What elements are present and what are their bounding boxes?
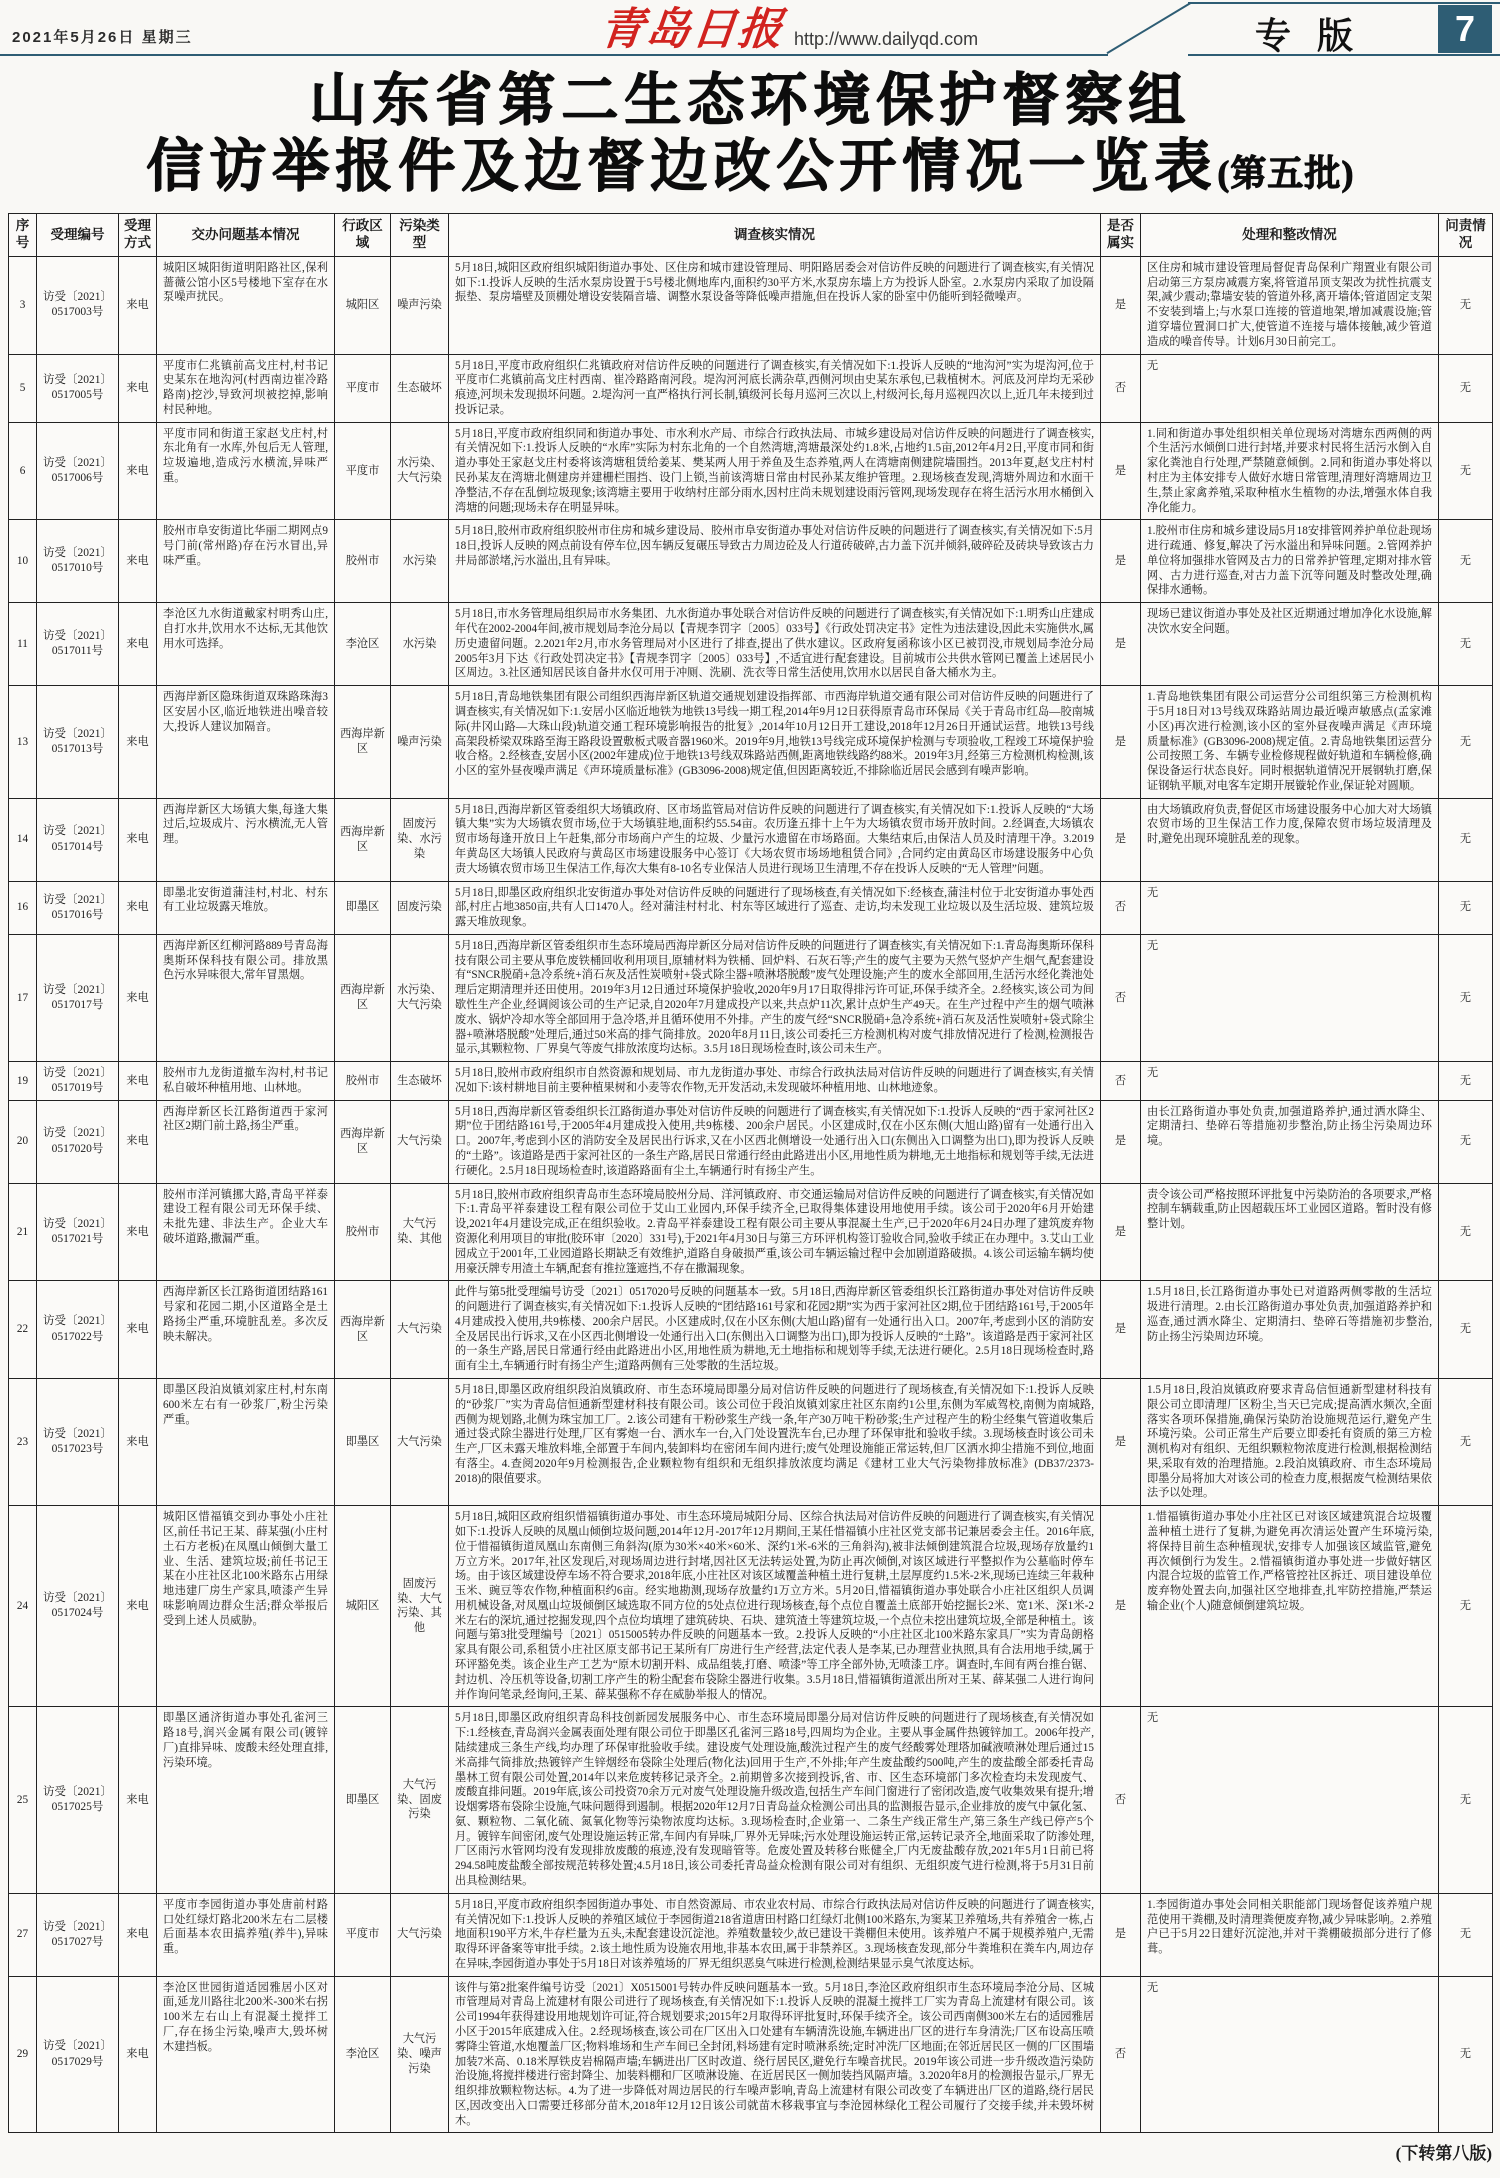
cell-case-number: 访受〔2021〕0517027号 [37,1893,119,1976]
cell-action: 现场已建议街道办事处及社区近期通过增加净化水设施,解决饮水安全问题。 [1141,603,1439,686]
cell-seq: 17 [9,934,37,1061]
cell-case-number: 访受〔2021〕0517024号 [37,1506,119,1707]
cell-problem: 即墨区通济街道办事处孔雀河三路18号,润兴金属有限公司(镀锌厂)直排异味、废酸未经处理直排,污染环境。 [157,1707,335,1893]
table-wrapper [0,213,1500,2133]
table-row [9,686,1493,798]
cell-seq: 20 [9,1100,37,1183]
cell-action: 由长江路街道办事处负责,加强道路养护,通过洒水降尘、定期清扫、垫碎石等措施初步整治,防止扬尘污染周边环境。 [1141,1100,1439,1183]
table-row [9,934,1493,1061]
table-row [9,1506,1493,1707]
column-header-9: 问责情况 [1439,214,1493,257]
cell-region: 即墨区 [335,881,391,934]
cell-method: 来电 [119,1100,157,1183]
cell-method: 来电 [119,881,157,934]
cell-action: 无 [1141,934,1439,1061]
table-row [9,1100,1493,1183]
cell-verified: 是 [1101,422,1141,520]
cell-problem: 即墨北安街道蒲洼村,村北、村东有工业垃圾露天堆放。 [157,881,335,934]
table-row [9,520,1493,603]
cell-region: 平度市 [335,422,391,520]
cell-problem: 李沧区世园街道适园雅居小区对面,延龙川路往北200米-300米右拐100米左右山上有混凝土搅拌工厂,存在扬尘污染,噪声大,毁坏树木建挡板。 [157,1976,335,2133]
cell-method: 来电 [119,422,157,520]
cell-investigation: 5月18日,西海岸新区管委组织市生态环境局西海岸新区分局对信访件反映的问题进行了调查核实,有关情况如下:1.青岛海奥斯环保科技有限公司主要从事危废铁桶回收利用项目,原辅材料为铁桶、回炉料、石灰石等;产生的废气主要为天然气竖炉产生烟气,配套建设有“SNCR脱硝+急冷系统+消石灰及活性炭喷射+袋式除尘器+喷淋塔脱酸”废气处理设施;产生的废水全部回用,生活污水经化粪池处理后定期清理并还田使用。2019年3月12日通过环境保护验收,2020年9月17日取得排污许可证,环保手续齐全。2.经核实,该公司为间歇性生产企业,经调阅该公司的生产记录,自2020年7月建成投产以来,共点炉11次,累计点炉生产49天。在生产过程中产生的烟气喷淋废水、锅炉冷却水等全部回用于急冷塔,并且循环使用不外排。产生的废气经“SNCR脱硝+急冷系统+消石灰及活性炭喷射+袋式除尘器+喷淋塔脱酸”处理后,通过50米高的排气筒排放。2020年8月11日,该公司委托三方检测机构对废气排放情况进行了检测,检测报告显示,其颗粒物、厂界臭气等废气排放浓度均达标。3.5月18日现场检查时,该公司未生产。 [449,934,1101,1061]
cell-pollution-type: 噪声污染 [391,686,449,798]
cell-verified: 否 [1101,934,1141,1061]
cell-case-number: 访受〔2021〕0517006号 [37,422,119,520]
cell-action: 责令该公司严格按照环评批复中污染防治的各项要求,严格控制车辆载重,防止因超载压坏工业园区道路。暂时没有修整计划。 [1141,1183,1439,1281]
cell-region: 胶州市 [335,520,391,603]
table-row [9,1062,1493,1101]
cell-accountability: 无 [1439,1506,1493,1707]
cell-seq: 23 [9,1378,37,1505]
cell-problem: 西海岸新区长江路街道西于家河社区2期门前土路,扬尘严重。 [157,1100,335,1183]
cell-action: 1.5月18日,段泊岚镇政府要求青岛信恒通新型建材科技有限公司立即清理厂区粉尘,当天已完成;提高洒水频次,全面落实各项环保措施,确保污染防治设施规范运行,避免产生环境污染。公司正常生产后要立即委托有资质的第三方检测机构对有组织、无组织颗粒物浓度进行检测,根据检测结果,采取有效的治理措施。2.段泊岚镇政府、市生态环境局即墨分局将加大对该公司的检查力度,根据废气检测结果依法予以处理。 [1141,1378,1439,1505]
cell-verified: 否 [1101,881,1141,934]
cell-investigation: 5月18日,城阳区政府组织惜福镇街道办事处、市生态环境局城阳分局、区综合执法局对信访件反映的问题进行了调查核实,有关情况如下:1.投诉人反映的凤凰山倾倒垃圾问题,2014年12月-2017年12月期间,王某任惜福镇小庄社区党支部书记兼居委会主任。2016年底,位于惜福镇街道凤凰山东南侧三角斜沟(原为30米×40米×60米、深约1米-6米的三角斜沟),被非法倾倒建筑混合垃圾,现场存放量约1万立方米。2017年,社区发现后,对现场周边进行封堵,因社区无法转运处置,为防止再次倾倒,对该区域进行平整拟作为公墓临时停车场。由于该区域建设停车场不符合要求,2018年底,小庄社区对该区域覆盖种植土进行复耕,土层厚度约1.5米-2米,现场已连续三年栽种玉米、豌豆等农作物,种植面积约6亩。经实地勘测,现场存放量约1万立方米。5月20日,惜福镇街道办事处联合小庄社区组织人员调用机械设备,对凤凰山垃圾倾倒区域选取不同方位的5处点位进行现场核查,每个点位自覆盖土底部开始挖掘长2米、宽1米、深1米-2米左右的深坑,通过挖掘发现,四个点位均填埋了建筑砖块、石块、建筑渣土等建筑垃圾,一个点位未挖出建筑垃圾,全部是种植土。该问题与第3批受理编号〔2021〕0515005转办件反映的问题基本一致。2.投诉人反映的“小庄社区北100米路东家具厂”实为青岛朗格家具有限公司,系租赁小庄社区原支部书记王某所有厂房进行生产经营,法定代表人是李某,已办理营业执照,具有合法用地手续,属于环评豁免类。该企业生产工艺为“原木切割开料、成品组装,打磨、喷漆”等工序全部外协,无喷漆工序。调查时,车间有两台推台锯、封边机、冷压机等设备,切割工序产生的粉尘配套布袋除尘器进行收集。3.5月18日,惜福镇街道派出所对王某、薛某强二人进行询问并作询问笔录,经询问,王某、薛某强称不存在威胁举报人的情况。 [449,1506,1101,1707]
masthead-rule-diagonal [1106,2,1191,54]
cell-seq: 16 [9,881,37,934]
cell-accountability: 无 [1439,1281,1493,1379]
cell-accountability: 无 [1439,881,1493,934]
masthead-rule-right-top [1188,2,1500,4]
cell-investigation: 5月18日,胶州市政府组织青岛市生态环境局胶州分局、洋河镇政府、市交通运输局对信访件反映的问题进行了调查核实,有关情况如下:1.青岛平祥泰建设工程有限公司位于艾山工业园内,环保手续齐全,已取得集体建设用地使用手续。该公司于2020年6月开始建设,2021年4月建设完成,正在组织验收。2.青岛平祥泰建设工程有限公司主要从事混凝土生产,已于2020年6月24日办理了建筑废弃物资源化利用项目的审批(胶环审〔2020〕331号),于2021年4月30日与第三方环评机构签订验收合同,验收手续正在办理中。3.艾山工业园成立于2001年,工业园道路长期缺乏有效维护,道路自身破损严重,该公司车辆运输过程中会加剧道路破损。4.该公司运输车辆均使用豪沃牌专用渣土车辆,配套有推拉篷遮挡,不存在撒漏现象。 [449,1183,1101,1281]
cell-accountability: 无 [1439,686,1493,798]
cell-investigation: 5月18日,西海岸新区管委组织长江路街道办事处对信访件反映的问题进行了调查核实,有关情况如下:1.投诉人反映的“西于家河社区2期”位于团结路161号,于2005年4月建成投入使用,共9栋楼、200余户居民。小区建成时,仅在小区东侧(大旭山路)留有一处通行出入口。2007年,考虑到小区的消防安全及居民出行诉求,又在小区西北侧增设一处通行出入口(东侧出入口调整为出口),即为投诉人反映的“土路”。该道路是西于家河社区的一条生产路,居民日常通行经由此路进出小区,用地性质为耕地,无土地指标和规划等手续,无法进行硬化。2.5月18日现场检查时,该道路路面有尘土,车辆通行时有扬尘产生。 [449,1100,1101,1183]
cell-investigation: 5月18日,即墨区政府组织北安街道办事处对信访件反映的问题进行了现场核查,有关情况如下:经核查,蒲洼村位于北安街道办事处西部,村庄占地3850亩,共有人口1470人。经对蒲洼村村北、村东等区域进行了巡查、走访,均未发现工业垃圾以及生活垃圾、建筑垃圾露天堆放现象。 [449,881,1101,934]
table-row [9,881,1493,934]
column-header-8: 处理和整改情况 [1141,214,1439,257]
masthead-rule-left [0,54,1108,56]
cell-investigation: 5月18日,平度市政府组织同和街道办事处、市水利水产局、市综合行政执法局、市城乡建设局对信访件反映的问题进行了调查核实,有关情况如下:1.投诉人反映的“水库”实际为村东北角的一个自然湾塘,湾塘最深处约1.8米,占地约1.5亩,2012年4月2日,平度市同和街道办事处王家赵戈庄村委将该湾塘租赁给姜某、樊某两人用于养鱼及生态养殖,两人在湾塘南侧建院墙围挡。2013年夏,赵戈庄村村民孙某友在湾塘北侧建房并建栅栏围挡、设门上锁,当前该湾塘日常由村民孙某友维护管理。2.现场核查发现,湾塘外周边和水面干净整洁,不存在乱倒垃圾现象;该湾塘主要用于收纳村庄部分雨水,因村庄尚未规划建设雨污管网,现场发现存在将生活污水用水桶倒入湾塘的问题;现场未存在明显异味。 [449,422,1101,520]
cell-region: 西海岸新区 [335,1281,391,1379]
cell-problem: 胶州市阜安街道比华丽二期网点9号门前(常州路)存在污水冒出,异味严重。 [157,520,335,603]
cell-pollution-type: 大气污染、噪声污染 [391,1976,449,2133]
cell-pollution-type: 噪声污染 [391,256,449,354]
cell-region: 胶州市 [335,1062,391,1101]
cell-investigation: 5月18日,平度市政府组织仁兆镇政府对信访件反映的问题进行了调查核实,有关情况如下:1.投诉人反映的“地沟河”实为堤沟河,位于平度市仁兆镇前高戈庄村西南、崔冷路路南河段。堤沟河河底长满杂草,西侧河坝由史某东承包,已栽植树木。河底及河岸均无采砂痕迹,河坝未发现损坏问题。2.堤沟河一直严格执行河长制,镇级河长每月巡河三次以上,村级河长,每月巡视四次以上,近几年未接到过投诉记录。 [449,354,1101,422]
cell-verified: 是 [1101,686,1141,798]
masthead [0,0,1500,58]
cell-action: 1.胶州市住房和城乡建设局5月18安排管网养护单位赴现场进行疏通、修复,解决了污水溢出和异味问题。2.管网养护单位将加强排水管网及古力的日常养护管理,定期对排水管网、古力进行巡查,对古力盖下沉等问题及时整改处理,确保排水通畅。 [1141,520,1439,603]
table-row [9,603,1493,686]
cell-method: 来电 [119,256,157,354]
cell-region: 即墨区 [335,1378,391,1505]
cell-method: 来电 [119,1976,157,2133]
column-header-5: 污染类型 [391,214,449,257]
cell-accountability: 无 [1439,1183,1493,1281]
table-row [9,422,1493,520]
disclosure-table [8,213,1493,2133]
cell-verified: 否 [1101,1976,1141,2133]
cell-action: 无 [1141,881,1439,934]
column-header-3: 交办问题基本情况 [157,214,335,257]
cell-seq: 5 [9,354,37,422]
cell-method: 来电 [119,1281,157,1379]
cell-verified: 否 [1101,1707,1141,1893]
cell-investigation: 5月18日,即墨区政府组织段泊岚镇政府、市生态环境局即墨分局对信访件反映的问题进行了现场核查,有关情况如下:1.投诉人反映的“砂浆厂”实为青岛信恒通新型建材科技有限公司。该公司位于段泊岚镇刘家庄社区东南约1公里,东侧为军威驾校,南侧为南城路,西侧为规划路,北侧为珠宝加工厂。2.该公司建有干粉砂浆生产线一条,年产30万吨干粉砂浆;生产过程产生的粉尘经集气管道收集后通过袋式除尘器进行处理,厂区有雾炮一台、洒水车一台,入门处设置洗车台,已办理了环保审批和验收手续。3.现场核查时该公司未生产,厂区未露天堆放料堆,全部置于车间内,装卸料均在密闭车间内进行;废气处理设施能正常运转,但厂区洒水抑尘措施不到位,地面有落尘。4.查阅2020年9月检测报告,企业颗粒物有组织和无组织排放浓度均满足《建材工业大气污染物排放标准》(DB37/2373-2018)的限值要求。 [449,1378,1101,1505]
page-number-badge: 7 [1438,5,1492,53]
cell-case-number: 访受〔2021〕0517020号 [37,1100,119,1183]
cell-case-number: 访受〔2021〕0517023号 [37,1378,119,1505]
cell-action: 1.同和街道办事处组织相关单位现场对湾塘东西两侧的两个生活污水倾倒口进行封堵,并要求村民将生活污水倒入自家化粪池自行处理,严禁随意倾倒。2.同和街道办事处将以村庄为主体安排专人做好水塘日常管理,清理好湾塘周边卫生,禁止家禽养殖,采取种植水生植物的办法,增强水体自我净化能力。 [1141,422,1439,520]
cell-pollution-type: 大气污染 [391,1281,449,1379]
cell-accountability: 无 [1439,256,1493,354]
cell-case-number: 访受〔2021〕0517021号 [37,1183,119,1281]
cell-seq: 21 [9,1183,37,1281]
article-title [0,58,1500,213]
cell-seq: 6 [9,422,37,520]
cell-action: 1.李园街道办事处会同相关职能部门现场督促该养殖户规范使用干粪棚,及时清理粪便废弃物,减少异味影响。2.养殖户已于5月22日建好沉淀池,并对干粪棚破损部分进行了修葺。 [1141,1893,1439,1976]
cell-problem: 西海岸新区隐珠街道双珠路珠海3区安居小区,临近地铁进出噪音较大,投诉人建议加隔音。 [157,686,335,798]
cell-method: 来电 [119,934,157,1061]
cell-region: 李沧区 [335,603,391,686]
cell-pollution-type: 固废污染、水污染 [391,798,449,881]
date-text: 2021年5月26日 星期三 [12,29,193,46]
cell-case-number: 访受〔2021〕0517014号 [37,798,119,881]
cell-seq: 13 [9,686,37,798]
cell-problem: 平度市同和街道王家赵戈庄村,村东北角有一水库,外包后无人管理,垃圾遍地,造成污水横流,异味严重。 [157,422,335,520]
cell-verified: 是 [1101,798,1141,881]
continuation-note: (下转第八版) [1395,2144,1492,2164]
table-row [9,1976,1493,2133]
cell-accountability: 无 [1439,1707,1493,1893]
cell-method: 来电 [119,798,157,881]
cell-action: 1.青岛地铁集团有限公司运营分公司组织第三方检测机构于5月18日对13号线双珠路站周边最近噪声敏感点(孟家滩小区)再次进行检测,该小区的室外昼夜噪声满足《声环境质量标准》(GB3096-2008)规定值。2.青岛地铁集团运营分公司按照工务、车辆专业检修规程做好轨道和车辆检修,确保设备运行状态良好。同时根据轨道情况开展钢轨打磨,保证钢轨平顺,对电客车定期开展镟轮作业,保证轮对圆顺。 [1141,686,1439,798]
cell-method: 来电 [119,520,157,603]
cell-accountability: 无 [1439,354,1493,422]
table-row [9,1281,1493,1379]
cell-accountability: 无 [1439,1378,1493,1505]
cell-pollution-type: 固废污染、大气污染、其他 [391,1506,449,1707]
cell-seq: 11 [9,603,37,686]
cell-case-number: 访受〔2021〕0517011号 [37,603,119,686]
cell-pollution-type: 大气污染 [391,1378,449,1505]
cell-action: 由大场镇政府负责,督促区市场建设服务中心加大对大场镇农贸市场的卫生保洁工作力度,保障农贸市场垃圾清理及时,避免出现环境脏乱差的现象。 [1141,798,1439,881]
cell-method: 来电 [119,1183,157,1281]
cell-pollution-type: 大气污染 [391,1893,449,1976]
cell-method: 来电 [119,1378,157,1505]
cell-verified: 否 [1101,1062,1141,1101]
cell-action: 1.惜福镇街道办事处小庄社区已对该区域建筑混合垃圾覆盖种植土进行了复耕,为避免再次清运处置产生环境污染,将保持目前生态种植现状,安排专人加强该区域监管,避免再次倾倒行为发生。2.惜福镇街道办事处进一步做好辖区内混合垃圾的监管工作,严格管控社区拆迁、项目建设单位废弃物处置去向,加强社区空地排查,扎牢防控措施,严禁运输企业(个人)随意倾倒建筑垃圾。 [1141,1506,1439,1707]
cell-accountability: 无 [1439,422,1493,520]
cell-seq: 25 [9,1707,37,1893]
cell-region: 即墨区 [335,1707,391,1893]
cell-problem: 胶州市洋河镇挪大路,青岛平祥泰建设工程有限公司无环保手续、未批先建、非法生产。企业大车破坏道路,撒漏严重。 [157,1183,335,1281]
cell-pollution-type: 水污染、大气污染 [391,422,449,520]
cell-pollution-type: 生态破坏 [391,354,449,422]
cell-accountability: 无 [1439,1100,1493,1183]
cell-seq: 14 [9,798,37,881]
cell-investigation: 5月18日,青岛地铁集团有限公司组织西海岸新区轨道交通规划建设指挥部、市西海岸轨道交通有限公司对信访件反映的问题进行了调查核实,有关情况如下:1.安居小区临近地铁为地铁13号线一期工程,2014年9月12日获得原青岛市环保局《关于青岛市红岛—胶南城际(井冈山路—大珠山段)轨道交通工程环境影响报告的批复》,2014年10月12日开工建设,2018年12月26日开通试运营。地铁13号线高架段桥梁双珠路至海王路段设置敷板式吸音器1960米。2019年9月,地铁13号线完成环境保护检测与专项验收,工程竣工环境保护验收合格。2.经核查,安居小区(2002年建成)位于地铁13号线双珠路站西侧,距离地铁线路约88米。2019年3月,经第三方检测机构检测,该小区的室外昼夜噪声满足《声环境质量标准》(GB3096-2008)规定值,但因距离较近,不排除临近居民会感到有噪声影响。 [449,686,1101,798]
cell-accountability: 无 [1439,520,1493,603]
cell-verified: 是 [1101,1183,1141,1281]
cell-pollution-type: 水污染、大气污染 [391,934,449,1061]
cell-region: 城阳区 [335,1506,391,1707]
column-header-7: 是否属实 [1101,214,1141,257]
cell-accountability: 无 [1439,603,1493,686]
cell-seq: 29 [9,1976,37,2133]
cell-problem: 城阳区城阳街道明阳路社区,保利蔷薇公馆小区5号楼地下室存在水泵噪声扰民。 [157,256,335,354]
cell-pollution-type: 生态破坏 [391,1062,449,1101]
table-row [9,256,1493,354]
cell-case-number: 访受〔2021〕0517022号 [37,1281,119,1379]
title-line-2 [0,134,1500,200]
cell-method: 来电 [119,1893,157,1976]
newspaper-url: http://www.dailyqd.com [794,28,979,49]
cell-seq: 27 [9,1893,37,1976]
cell-accountability: 无 [1439,1062,1493,1101]
cell-investigation: 5月18日,即墨区政府组织青岛科技创新园发展服务中心、市生态环境局即墨分局对信访件反映的问题进行了现场核查,有关情况如下:1.经核查,青岛润兴金属表面处理有限公司位于即墨区孔雀河三路18号,四周均为企业。主要从事金属件热镀锌加工。2006年投产,陆续建成三条生产线,均办理了环保审批验收手续。建设废气处理设施,酸洗过程产生的废气经酸雾处理塔加碱液喷淋处理后通过15米高排气筒排放;热镀锌产生锌烟经布袋除尘处理后(物化法)回用于生产,不外排;年产生废盐酸约500吨,产生的废盐酸全部委托青岛墨林工贸有限公司处置,2014年以来危废转移记录齐全。2.前期曾多次接到投诉,省、市、区生态环境部门多次检查均未发现废气、废酸直排问题。2019年底,该公司投资70余万元对废气处理设施升级改造,包括生产车间门窗进行了密闭改造,废气收集效果有提升;增设烟雾塔布袋除尘设施,气味问题得到遏制。根据2020年12月7日青岛益众检测公司出具的监测报告显示,企业排放的废气中氯化氢、氨、颗粒物、二氧化硫、氮氧化物等污染物浓度均达标。3.现场检查时,企业第一、二条生产线正常生产,第三条生产线已停产5个月。镀锌车间密闭,废气处理设施运转正常,车间内有异味,厂界外无异味;污水处理设施运转正常,运转记录齐全,地面采取了防渗处理,厂区雨污水管网均没有发现排放废酸的痕迹,没有发现暗管等。危废处置及转移台账健全,厂内无废盐酸存放,2021年5月1日前已将294.58吨废盐酸全部按规范转移处置;4.5月18日,该公司委托青岛益众检测有限公司对有组织、无组织废气进行检测,将于5月31日前出具检测结果。 [449,1707,1101,1893]
cell-method: 来电 [119,1506,157,1707]
cell-case-number: 访受〔2021〕0517013号 [37,686,119,798]
cell-region: 李沧区 [335,1976,391,2133]
cell-seq: 24 [9,1506,37,1707]
cell-accountability: 无 [1439,1976,1493,2133]
section-label: 专版 [1255,16,1380,56]
table-row [9,798,1493,881]
cell-verified: 是 [1101,1281,1141,1379]
cell-pollution-type: 水污染 [391,603,449,686]
newspaper-logo: 青岛日报 [597,5,787,54]
cell-investigation: 5月18日,平度市政府组织李园街道办事处、市自然资源局、市农业农村局、市综合行政执法局对信访件反映的问题进行了调查核实,有关情况如下:1.投诉人反映的养殖区域位于李园街道218省道唐田村路口红绿灯北侧100米路东,为窦某卫养殖场,共有养殖舍一栋,占地面积190平方米,牛存栏量为五头,未配套建设沉淀池。养殖数量较少,故已建设干粪棚但未使用。该养殖户不属于规模养殖户,无需取得环评备案等审批手续。2.该土地性质为设施农用地,非基本农田,属于非禁养区。3.现场核查发现,部分牛粪堆积在粪车内,周边存在异味,李园街道办事处于5月18日对该养殖场的厂界无组织恶臭气味进行检测,检测结果显示臭气浓度达标。 [449,1893,1101,1976]
cell-action: 区住房和城市建设管理局督促青岛保利广翔置业有限公司启动第三方泵房减震方案,将管道吊顶支架改为扰性抗震支架,减少震动;靠墙安装的管道外移,离开墙体;管道固定支架不安装到墙上;与水泵口连接的管道地架,增加减震设施;管道穿墙位置洞口扩大,使管道不连接与墙体接触,减少管道造成的噪音传导。计划6月30日前完工。 [1141,256,1439,354]
cell-case-number: 访受〔2021〕0517017号 [37,934,119,1061]
column-header-4: 行政区域 [335,214,391,257]
cell-method: 来电 [119,603,157,686]
cell-case-number: 访受〔2021〕0517003号 [37,256,119,354]
cell-problem: 即墨区段泊岚镇刘家庄村,村东南600米左右有一砂浆厂,粉尘污染严重。 [157,1378,335,1505]
cell-case-number: 访受〔2021〕0517025号 [37,1707,119,1893]
cell-verified: 是 [1101,520,1141,603]
masthead-center [597,5,979,54]
cell-verified: 是 [1101,1378,1141,1505]
cell-problem: 西海岸新区大场镇大集,每逢大集过后,垃圾成片、污水横流,无人管理。 [157,798,335,881]
cell-accountability: 无 [1439,1893,1493,1976]
cell-verified: 是 [1101,1506,1141,1707]
cell-pollution-type: 固废污染 [391,881,449,934]
cell-problem: 西海岸新区长江路街道团结路161号家和花园二期,小区道路全是土路扬尘严重,环境脏乱差。多次反映未解决。 [157,1281,335,1379]
cell-case-number: 访受〔2021〕0517005号 [37,354,119,422]
cell-accountability: 无 [1439,798,1493,881]
cell-case-number: 访受〔2021〕0517019号 [37,1062,119,1101]
column-header-0: 序号 [9,214,37,257]
cell-investigation: 该件与第2批案件编号访受〔2021〕X0515001号转办件反映问题基本一致。5月18日,李沧区政府组织市生态环境局李沧分局、区城市管理局对青岛上流建材有限公司进行了现场核查,有关情况如下:1.投诉人反映的混凝土搅拌工厂实为青岛上流建材有限公司。该公司1994年获得建设用地规划许可证,符合规划要求;2015年2月取得环评批复时,环保手续齐全。该公司西南侧300米左右的适园雅居小区于2015年底建成入住。2.经现场核查,该公司在厂区出入口处建有车辆清洗设施,车辆进出厂区的进行车身清洗;厂区布设高压喷雾降尘管道,水炮覆盖厂区;物料堆场和生产车间已全封闭,料场建有定时喷淋系统;定时冲洗厂区地面;在邻近居民区一侧的厂区围墙加装7米高、0.18米厚铁皮岩棉隔声墙;车辆进出厂区时改道、绕行居民区,避免行车噪音扰民。2019年该公司进一步升级改造污染防治设施,将搅拌楼进行密封降尘、加装料棚和厂区喷淋设施、在近居民区一侧加装挡风隔声墙。3.2020年8月的检测报告显示,厂界无组织排放颗粒物达标。4.为了进一步降低对周边居民的行车噪声影响,青岛上流建材有限公司改变了车辆进出厂区的道路,绕行居民区,因改变出入口需要迁移部分苗木,2018年12月12日该公司就苗木移栽事宜与李沧园林绿化工程公司履行了交接手续,并未毁坏树木。 [449,1976,1101,2133]
cell-method: 来电 [119,354,157,422]
cell-investigation: 5月18日,市水务管理局组织局市水务集团、九水街道办事处联合对信访件反映的问题进行了调查核实,有关情况如下:1.明秀山庄建成年代在2002-2004年间,被市规划局李沧分局以【青规李罚字〔2005〕033号】《行政处罚决定书》定性为违法建设,因此未实施供水,属历史遗留问题。2.2021年2月,市水务管理局对小区进行了排查,提出了供水建议。区政府复函称该小区已被罚没,市规划局李沧分局2005年3月下达《行政处罚决定书》【青规李罚字〔2005〕033号】,不适宜进行配套建设。目前城市公共供水管网已覆盖上述居民小区周边。3.社区通知居民该自备井水仅可用于冲厕、洗刷、洗衣等日常生活使用,饮用水以居民自备大桶水为主。 [449,603,1101,686]
cell-action: 无 [1141,354,1439,422]
cell-verified: 是 [1101,256,1141,354]
cell-pollution-type: 大气污染 [391,1100,449,1183]
cell-method: 来电 [119,1062,157,1101]
cell-problem: 李沧区九水街道戴家村明秀山庄,自打水井,饮用水不达标,无其他饮用水可选择。 [157,603,335,686]
cell-action: 1.5月18日,长江路街道办事处已对道路两侧零散的生活垃圾进行清理。2.由长江路街道办事处负责,加强道路养护和巡查,通过洒水降尘、定期清扫、垫碎石等措施初步整治,防止扬尘污染周边环境。 [1141,1281,1439,1379]
cell-seq: 19 [9,1062,37,1101]
cell-investigation: 5月18日,城阳区政府组织城阳街道办事处、区住房和城市建设管理局、明阳路居委会对信访件反映的问题进行了调查核实,有关情况如下:1.投诉人反映的生活水泵房设置于5号楼北侧地库内,面积约30平方米,水泵房东墙上方为投诉人卧室。2.水泵房内采取了加设隔振垫、泵房墙壁及顶棚处增设安装隔音墙、调整水泵设备等降低噪声措施,但在投诉人家的卧室中仍能听到轻微噪声。 [449,256,1101,354]
cell-method: 来电 [119,1707,157,1893]
cell-action: 无 [1141,1062,1439,1101]
title-line-2-text: 信访举报件及边督边改公开情况一览表 [146,134,1217,198]
cell-investigation: 5月18日,西海岸新区管委组织大场镇政府、区市场监管局对信访件反映的问题进行了调查核实,有关情况如下:1.投诉人反映的“大场镇大集”实为大场镇农贸市场,位于大场镇驻地,面积约55.54亩。农历逢五排十上午为大场镇农贸市场开放时间。2.经调查,大场镇农贸市场每逢开放日上午赶集,部分市场商户产生的垃圾、少量污水遗留在市场路面。大集结束后,由保洁人员及时清理干净。3.2019年黄岛区大场镇人民政府与黄岛区市场建设服务中心签订《大场农贸市场场地租赁合同》,合同约定由黄岛区市场建设服务中心负责大场镇农贸市场卫生保洁工作,每次大集有8-10名专业保洁人员进行现场卫生清理,不存在投诉人反映的“无人管理”问题。 [449,798,1101,881]
cell-action: 无 [1141,1976,1439,2133]
cell-region: 西海岸新区 [335,1100,391,1183]
title-line-1: 山东省第二生态环境保护督察组 [309,69,1191,132]
table-row [9,1183,1493,1281]
cell-region: 西海岸新区 [335,934,391,1061]
cell-verified: 是 [1101,603,1141,686]
cell-action: 无 [1141,1707,1439,1893]
cell-accountability: 无 [1439,934,1493,1061]
cell-verified: 否 [1101,354,1141,422]
cell-problem: 平度市李园街道办事处唐前村路口处红绿灯路北200米左右二层楼后面基本农田搞养殖(养牛),异味重。 [157,1893,335,1976]
cell-method: 来电 [119,686,157,798]
table-row [9,1893,1493,1976]
table-header-row [9,214,1493,257]
table-row [9,1378,1493,1505]
column-header-6: 调查核实情况 [449,214,1101,257]
title-batch: (第五批) [1217,152,1354,193]
cell-region: 西海岸新区 [335,798,391,881]
cell-seq: 22 [9,1281,37,1379]
cell-investigation: 5月18日,胶州市政府组织市自然资源和规划局、市九龙街道办事处、市综合行政执法局对信访件反映的问题进行了调查核实,有关情况如下:该村耕地目前主要种植果树和小麦等农作物,无开发活动,未发现破坏种植用地、山林地迹象。 [449,1062,1101,1101]
cell-region: 城阳区 [335,256,391,354]
cell-case-number: 访受〔2021〕0517029号 [37,1976,119,2133]
cell-seq: 10 [9,520,37,603]
cell-problem: 城阳区惜福镇交到办事处小庄社区,前任书记王某、薛某强(小庄村土石方老板)在凤凰山倾倒大量工业、生活、建筑垃圾;前任书记王某在小庄社区北100米路东占用绿地违建厂房生产家具,喷漆产生异味影响周边群众生活;群众举报后受到上述人员威胁。 [157,1506,335,1707]
cell-verified: 是 [1101,1100,1141,1183]
cell-verified: 是 [1101,1893,1141,1976]
cell-case-number: 访受〔2021〕0517016号 [37,881,119,934]
cell-pollution-type: 大气污染、其他 [391,1183,449,1281]
cell-problem: 西海岸新区红柳河路889号青岛海奥斯环保科技有限公司。排放黑色污水异味很大,常年冒黑烟。 [157,934,335,1061]
table-row [9,354,1493,422]
column-header-2: 受理方式 [119,214,157,257]
table-row [9,1707,1493,1893]
cell-investigation: 5月18日,胶州市政府组织胶州市住房和城乡建设局、胶州市阜安街道办事处对信访件反映的问题进行了调查核实,有关情况如下:5月18日,投诉人反映的网点前设有停车位,因车辆反复碾压导致古力周边砼及人行道砖破碎,古力盖下沉并倾斜,破碎砼及砖块导致该古力井局部淤堵,污水溢出,且有异味。 [449,520,1101,603]
cell-pollution-type: 水污染 [391,520,449,603]
cell-region: 平度市 [335,1893,391,1976]
cell-pollution-type: 大气污染、固废污染 [391,1707,449,1893]
cell-region: 胶州市 [335,1183,391,1281]
cell-region: 平度市 [335,354,391,422]
cell-problem: 胶州市九龙街道撤车沟村,村书记私自破坏种植用地、山林地。 [157,1062,335,1101]
cell-problem: 平度市仁兆镇前高戈庄村,村书记史某东在地沟河(村西南边崔冷路路南)挖沙,导致河坝被挖掉,影响村民种地。 [157,354,335,422]
cell-case-number: 访受〔2021〕0517010号 [37,520,119,603]
cell-investigation: 此件与第5批受理编号访受〔2021〕0517020号反映的问题基本一致。5月18日,西海岸新区管委组织长江路街道办事处对信访件反映的问题进行了调查核实,有关情况如下:1.投诉人反映的“团结路161号家和花园2期”实为西于家河社区2期,位于团结路161号,于2005年4月建成投入使用,共9栋楼、200余户居民。小区建成时,仅在小区东侧(大旭山路)留有一处通行出入口。2007年,考虑到小区的消防安全及居民出行诉求,又在小区西北侧增设一处通行出入口(东侧出入口调整为出口),即为投诉人反映的“土路”。该道路是西于家河社区的一条生产路,居民日常通行经由此路进出小区,用地性质为耕地,无土地指标和规划等手续,无法进行硬化。2.5月18日现场检查时,路面有尘土,车辆通行时有扬尘产生;道路两侧有三处零散的生活垃圾。 [449,1281,1101,1379]
cell-region: 西海岸新区 [335,686,391,798]
column-header-1: 受理编号 [37,214,119,257]
cell-seq: 3 [9,256,37,354]
